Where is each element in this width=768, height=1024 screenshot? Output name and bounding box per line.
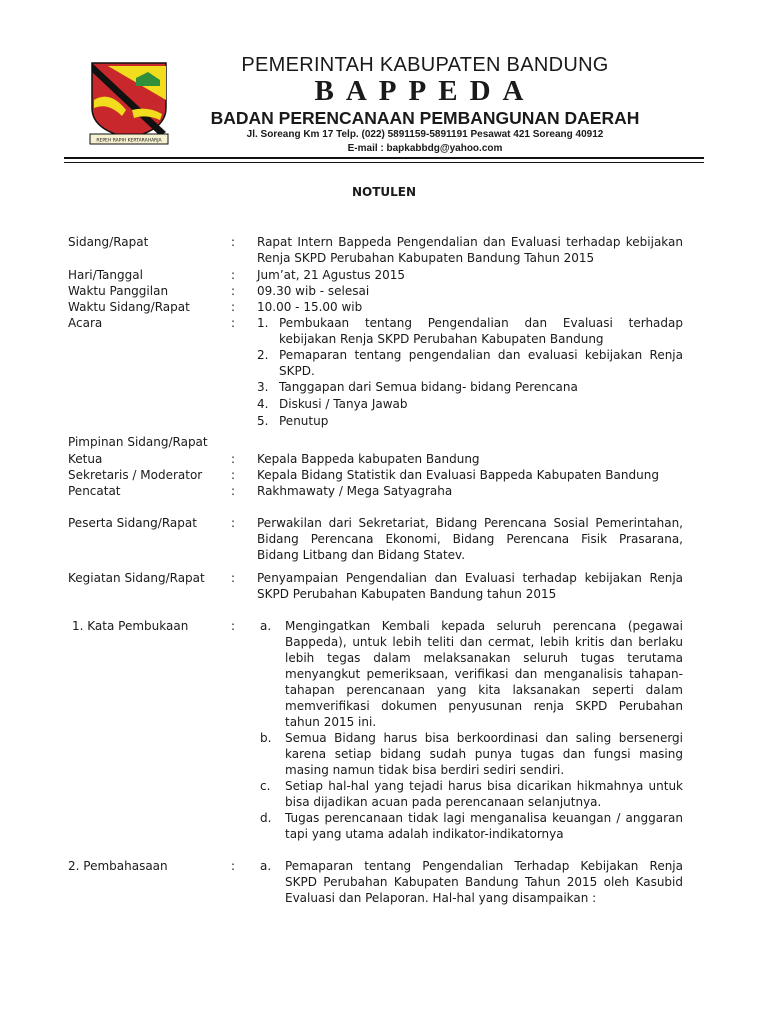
acara-item-number: 5. <box>257 414 269 428</box>
colon: : <box>231 468 236 482</box>
kata-pembukaan-label: 1. Kata Pembukaan <box>72 619 189 633</box>
peserta-label: Peserta Sidang/Rapat <box>68 516 197 530</box>
kegiatan-value-line: Penyampaian Pengendalian dan Evaluasi terhadap kebijakan Renja <box>257 571 683 585</box>
colon: : <box>231 859 236 873</box>
colon: : <box>231 284 236 298</box>
colon: : <box>231 619 236 633</box>
sekretaris-value: Kepala Bidang Statistik dan Evaluasi Bappeda Kabupaten Bandung <box>257 468 659 482</box>
item-line: SKPD Perubahan Kabupaten Bandung Tahun 2015 oleh Kasubid <box>285 875 683 889</box>
header-address: Jl. Soreang Km 17 Telp. (022) 5891159-5891191 Pesawat 421 Soreang 40912 <box>246 129 604 140</box>
acara-item-text: SKPD. <box>279 364 315 378</box>
pimpinan-heading: Pimpinan Sidang/Rapat <box>68 435 208 449</box>
hari-value: Jum’at, 21 Agustus 2015 <box>257 268 406 282</box>
acara-item-text: Penutup <box>279 414 329 428</box>
item-line: Bappeda), untuk lebih teliti dan cermat, lebih kritis dan berlaku <box>285 635 683 649</box>
sekretaris-label: Sekretaris / Moderator <box>68 468 203 482</box>
item-line: karena setiap bidang sudah punya tugas dan fungsi masing <box>285 747 683 761</box>
colon: : <box>231 516 236 530</box>
colon: : <box>231 452 236 466</box>
colon: : <box>231 484 236 498</box>
colon: : <box>231 235 236 249</box>
item-line: masing namun tidak bisa berdiri sediri sendiri. <box>285 763 565 777</box>
acara-item-number: 3. <box>257 380 269 394</box>
header-government-name: PEMERINTAH KABUPATEN BANDUNG <box>241 54 609 76</box>
peserta-value-line: Bidang Perencana Ekonomi, Bidang Perencana Fisik Prasarana, <box>257 532 683 546</box>
pencatat-value: Rakhmawaty / Mega Satyagraha <box>257 484 453 498</box>
item-line: Pemaparan tentang Pengendalian Terhadap Kebijakan Renja <box>285 859 683 873</box>
item-letter: a. <box>260 859 272 873</box>
acara-label: Acara <box>68 316 103 330</box>
item-letter: a. <box>260 619 272 633</box>
colon: : <box>231 268 236 282</box>
item-line: bisa dijadikan acuan pada perencanaan selanjutnya. <box>285 795 602 809</box>
sidang-label: Sidang/Rapat <box>68 235 149 249</box>
item-line: Semua Bidang harus bisa berkoordinasi dan saling bersenergi <box>285 731 683 745</box>
document-title: NOTULEN <box>351 185 417 199</box>
item-line: lebih tegas dalam melaksanakan seluruh tugas terutama <box>285 651 683 665</box>
acara-item-number: 1. <box>257 316 269 330</box>
colon: : <box>231 300 236 314</box>
waktu-panggilan-label: Waktu Panggilan <box>68 284 169 298</box>
sidang-value-line: Renja SKPD Perubahan Kabupaten Bandung Tahun 2015 <box>257 251 595 265</box>
waktu-panggilan-value: 09.30 wib - selesai <box>257 284 370 298</box>
pembahasan-label: 2. Pembahasaan <box>68 859 168 873</box>
sidang-value-line: Rapat Intern Bappeda Pengendalian dan Evaluasi terhadap kebijakan <box>257 235 683 249</box>
item-letter: c. <box>260 779 271 793</box>
item-letter: b. <box>260 731 272 745</box>
header-divider-thick <box>64 157 704 159</box>
header-agency-acronym: BAPPEDA <box>314 75 536 107</box>
pencatat-label: Pencatat <box>68 484 121 498</box>
hari-label: Hari/Tanggal <box>68 268 143 282</box>
bandung-regency-crest-logo <box>88 60 170 146</box>
item-line: tapi yang utama adalah indikator-indikatornya <box>285 827 564 841</box>
acara-item-text: Tanggapan dari Semua bidang- bidang Perencana <box>279 380 578 394</box>
item-line: Evaluasi dan Pelaporan. Hal-hal yang disampaikan : <box>285 891 597 905</box>
waktu-sidang-value: 10.00 - 15.00 wib <box>257 300 363 314</box>
acara-item-number: 4. <box>257 397 269 411</box>
acara-item-text: kebijakan Renja SKPD Perubahan Kabupaten Bandung <box>279 332 604 346</box>
item-letter: d. <box>260 811 272 825</box>
item-line: memverifikasi dokumen penyusunan renja SKPD Perubahan <box>285 699 683 713</box>
acara-item-text: Pembukaan tentang Pengendalian dan Evaluasi terhadap <box>279 316 683 330</box>
kegiatan-label: Kegiatan Sidang/Rapat <box>68 571 205 585</box>
item-line: Tugas perencanaan tidak lagi menganalisa keuangan / anggaran <box>285 811 683 825</box>
acara-item-text: Diskusi / Tanya Jawab <box>279 397 408 411</box>
acara-item-text: Pemaparan tentang pengendalian dan evaluasi kebijakan Renja <box>279 348 683 362</box>
kegiatan-value-line: SKPD Perubahan Kabupaten Bandung tahun 2015 <box>257 587 557 601</box>
item-line: tahun 2015 ini. <box>285 715 377 729</box>
header-email: E-mail : bapkabbdg@yahoo.com <box>347 143 503 154</box>
ketua-label: Ketua <box>68 452 103 466</box>
waktu-sidang-label: Waktu Sidang/Rapat <box>68 300 190 314</box>
colon: : <box>231 316 236 330</box>
header-divider-thin <box>64 162 704 163</box>
header-agency-fullname: BADAN PERENCANAAN PEMBANGUNAN DAERAH <box>210 108 640 128</box>
ketua-value: Kepala Bappeda kabupaten Bandung <box>257 452 480 466</box>
svg-text:REPEH RAPIH KERTARAHARJA: REPEH RAPIH KERTARAHARJA <box>96 138 162 144</box>
item-line: tahapan perencanaan yang kita laksanakan seperti dalam <box>285 683 683 697</box>
item-line: Setiap hal-hal yang tejadi harus bisa dicarikan hikmahnya untuk <box>285 779 683 793</box>
peserta-value-line: Bidang Litbang dan Bidang Statev. <box>257 548 466 562</box>
item-line: Mengingatkan Kembali kepada seluruh perencana (pegawai <box>285 619 683 633</box>
acara-item-number: 2. <box>257 348 269 362</box>
item-line: menyangkut pemeriksaan, verifikasi dan menganalisis tahapan- <box>285 667 683 681</box>
colon: : <box>231 571 236 585</box>
peserta-value-line: Perwakilan dari Sekretariat, Bidang Perencana Sosial Pemerintahan, <box>257 516 683 530</box>
